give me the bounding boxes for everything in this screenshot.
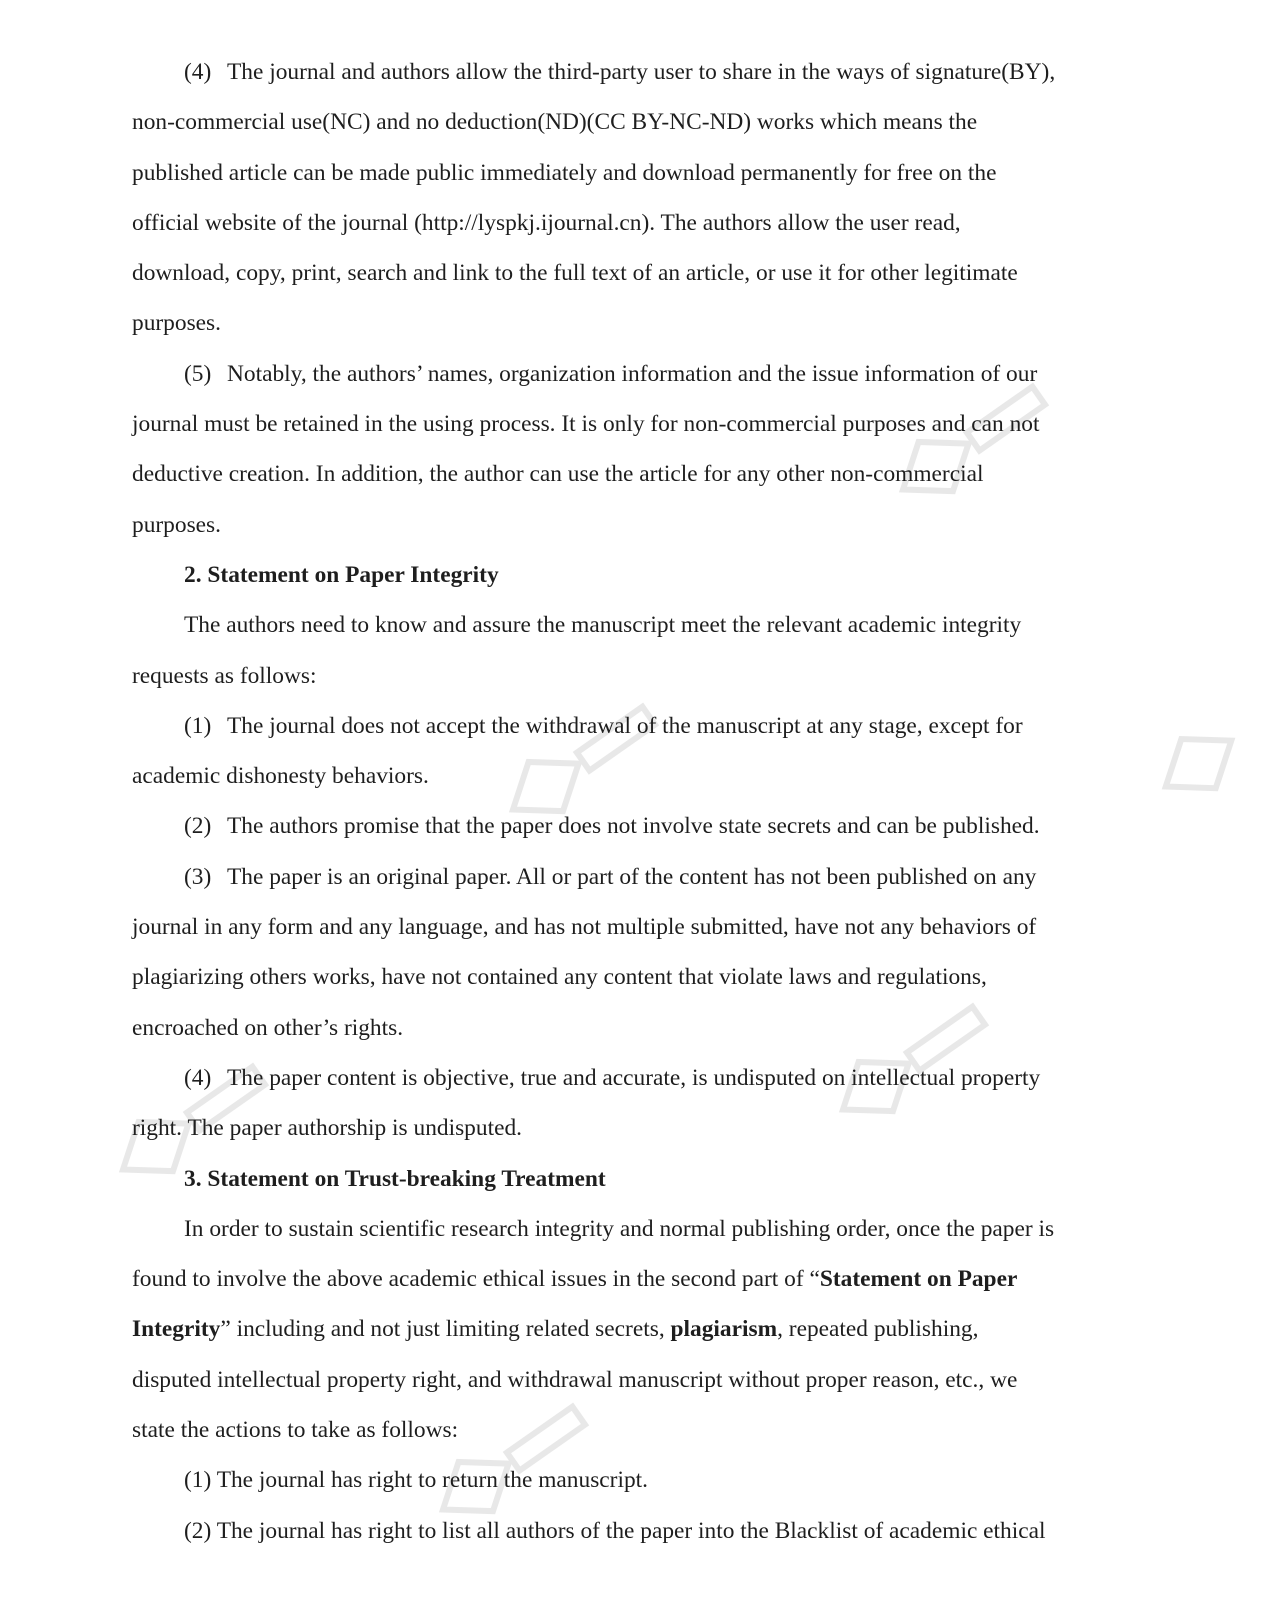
watermark-logo-icon <box>1150 700 1270 860</box>
paragraph-line <box>132 852 1142 902</box>
paragraph-line <box>132 701 1142 751</box>
item-number: (2) <box>184 813 212 840</box>
paragraph-line: published article can be made public immediately and download permanently for free on the <box>132 159 997 186</box>
paragraph-line: encroached on other’s rights. <box>132 1014 404 1041</box>
paragraph-line: purposes. <box>132 511 222 538</box>
line-text: Notably, the authors’ names, organization information and the issue information of our <box>227 360 1038 387</box>
paragraph-line: deductive creation. In addition, the author can use the article for any other non-commercial <box>132 461 984 488</box>
item-number: (3) <box>184 863 212 890</box>
paragraph-line: journal must be retained in the using process. It is only for non-commercial purposes and can not <box>132 411 1040 438</box>
line-text: The journal does not accept the withdrawal of the manuscript at any stage, except for <box>227 712 1023 739</box>
paragraph-line: state the actions to take as follows: <box>132 1417 459 1444</box>
paragraph-line <box>132 1304 1142 1354</box>
paragraph-line <box>132 47 1142 97</box>
section-heading: 2. Statement on Paper Integrity <box>184 561 499 588</box>
line-text: The paper is an original paper. All or part of the content has not been published on any <box>227 863 1037 890</box>
item-number: (4) <box>184 59 212 85</box>
paragraph-line <box>132 349 1142 399</box>
paragraph-line: academic dishonesty behaviors. <box>132 763 429 790</box>
paragraph-line <box>132 1053 1142 1103</box>
bold-text: Statement on Paper <box>819 1266 1018 1293</box>
paragraph-line: plagiarizing others works, have not contained any content that violate laws and regulations, <box>132 964 987 991</box>
paragraph-line: journal in any form and any language, and has not multiple submitted, have not any behaviors of <box>132 914 1037 941</box>
section-heading: 3. Statement on Trust-breaking Treatment <box>184 1165 606 1192</box>
line-text: found to involve the above academic ethical issues in the second part of “ <box>132 1266 820 1293</box>
paragraph-line: purposes. <box>132 310 222 337</box>
bold-text: plagiarism <box>670 1316 778 1343</box>
line-text: ” including and not just limiting related secrets, <box>220 1316 671 1343</box>
paragraph-line: (1) The journal has right to return the manuscript. <box>184 1467 649 1494</box>
paragraph-line: official website of the journal (http://lyspkj.ijournal.cn). The authors allow the user read, <box>132 209 961 236</box>
line-text: The journal and authors allow the third-party user to share in the ways of signature(BY), <box>227 59 1056 85</box>
item-number: (1) <box>184 712 212 739</box>
paragraph-line: The authors need to know and assure the manuscript meet the relevant academic integrity <box>184 612 1022 639</box>
bold-text: Integrity <box>132 1316 221 1343</box>
paragraph-line <box>132 801 1142 851</box>
line-text: The paper content is objective, true and accurate, is undisputed on intellectual property <box>227 1064 1041 1091</box>
paragraph-line: requests as follows: <box>132 662 317 689</box>
paragraph-line: download, copy, print, search and link to the full text of an article, or use it for other legitimate <box>132 260 1018 287</box>
item-number: (5) <box>184 360 212 387</box>
paragraph-line: In order to sustain scientific research integrity and normal publishing order, once the paper is <box>184 1215 1055 1242</box>
paragraph-line: disputed intellectual property right, and withdrawal manuscript without proper reason, etc., we <box>132 1366 1018 1393</box>
line-text: The authors promise that the paper does not involve state secrets and can be published. <box>227 813 1040 840</box>
paragraph-line: (2) The journal has right to list all authors of the paper into the Blacklist of academic ethical <box>184 1517 1046 1544</box>
paragraph-line: right. The paper authorship is undisputed. <box>132 1115 522 1142</box>
paragraph-line: non-commercial use(NC) and no deduction(ND)(CC BY-NC-ND) works which means the <box>132 109 978 136</box>
item-number: (4) <box>184 1064 212 1091</box>
line-text: , repeated publishing, <box>777 1316 979 1343</box>
paragraph-line <box>132 1254 1142 1304</box>
